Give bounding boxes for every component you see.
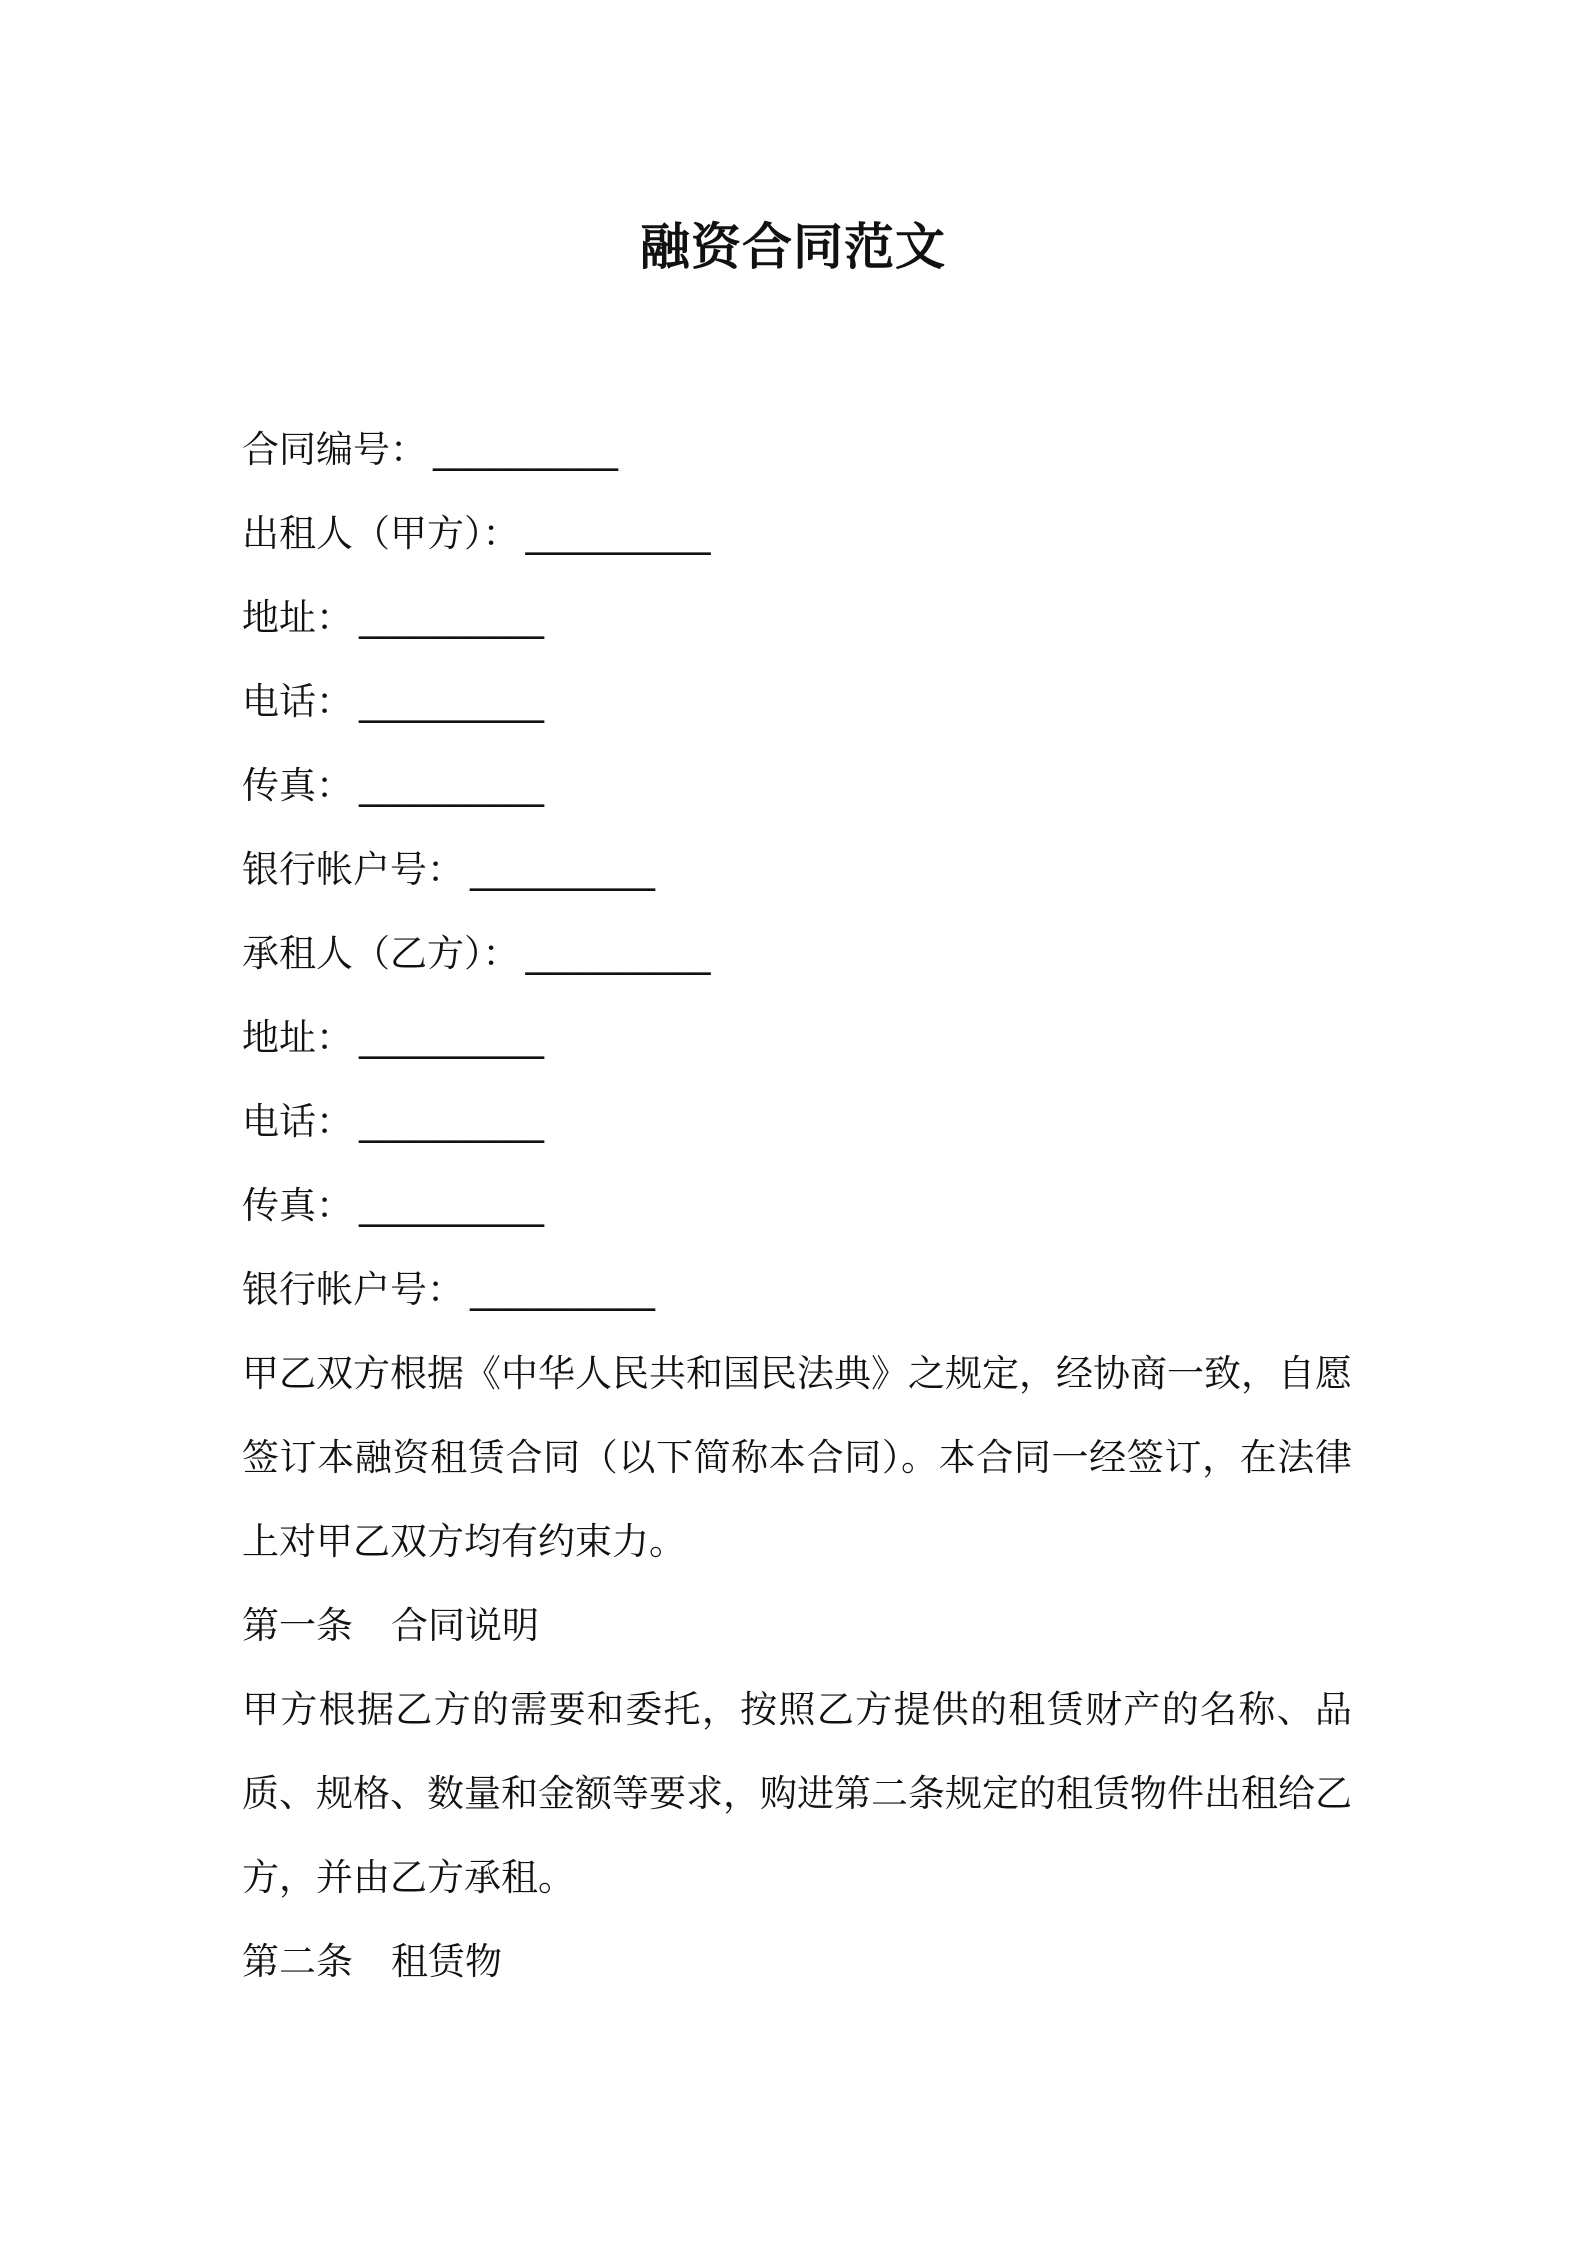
article-number: 第一条 bbox=[242, 1604, 353, 1647]
field-label: 出租人（甲方）： bbox=[242, 512, 520, 555]
field-label: 银行帐户号： bbox=[242, 848, 464, 891]
field-blank: __________ bbox=[359, 764, 544, 807]
field-label: 承租人（乙方）： bbox=[242, 932, 520, 975]
field-blank: __________ bbox=[525, 512, 711, 555]
field-contract-number bbox=[242, 408, 1352, 492]
preamble-paragraph: 甲乙双方根据《中华人民共和国民法典》之规定，经协商一致，自愿签订本融资租赁合同（以下简称本合同）。本合同一经签订，在法律上对甲乙双方均有约束力。 bbox=[242, 1352, 1352, 1563]
field-blank: __________ bbox=[470, 848, 655, 891]
field-lessor-fax bbox=[242, 744, 1352, 828]
article-2-heading bbox=[242, 1920, 1352, 2004]
field-lessor bbox=[242, 492, 1352, 576]
field-blank: __________ bbox=[359, 596, 544, 639]
field-lessor-bank-account bbox=[242, 828, 1352, 912]
field-lessee-bank-account bbox=[242, 1248, 1352, 1332]
field-blank: __________ bbox=[433, 428, 618, 471]
field-blank: __________ bbox=[359, 1100, 544, 1143]
field-label: 银行帐户号： bbox=[242, 1268, 464, 1311]
field-blank: __________ bbox=[470, 1268, 655, 1311]
field-blank: __________ bbox=[359, 1184, 544, 1227]
field-label: 传真： bbox=[242, 1184, 353, 1227]
field-label: 传真： bbox=[242, 764, 353, 807]
field-label: 合同编号： bbox=[242, 428, 427, 471]
field-label: 电话： bbox=[242, 1100, 353, 1143]
field-blank: __________ bbox=[525, 932, 711, 975]
field-blank: __________ bbox=[359, 680, 544, 723]
document-title: 融资合同范文 bbox=[640, 218, 946, 276]
article-number: 第二条 bbox=[242, 1940, 353, 1983]
article-title: 合同说明 bbox=[391, 1604, 539, 1647]
field-lessor-phone bbox=[242, 660, 1352, 744]
field-lessee-phone bbox=[242, 1080, 1352, 1164]
field-lessee-fax bbox=[242, 1164, 1352, 1248]
article-1-body: 甲方根据乙方的需要和委托，按照乙方提供的租赁财产的名称、品质、规格、数量和金额等要求，购进第二条规定的租赁物件出租给乙方，并由乙方承租。 bbox=[242, 1688, 1352, 1899]
document-body bbox=[242, 408, 1352, 2004]
field-lessor-address bbox=[242, 576, 1352, 660]
field-lessee bbox=[242, 912, 1352, 996]
field-label: 电话： bbox=[242, 680, 353, 723]
field-label: 地址： bbox=[242, 596, 353, 639]
article-1-heading bbox=[242, 1584, 1352, 1668]
field-blank: __________ bbox=[359, 1016, 544, 1059]
article-title: 租赁物 bbox=[391, 1940, 502, 1983]
field-lessee-address bbox=[242, 996, 1352, 1080]
field-label: 地址： bbox=[242, 1016, 353, 1059]
